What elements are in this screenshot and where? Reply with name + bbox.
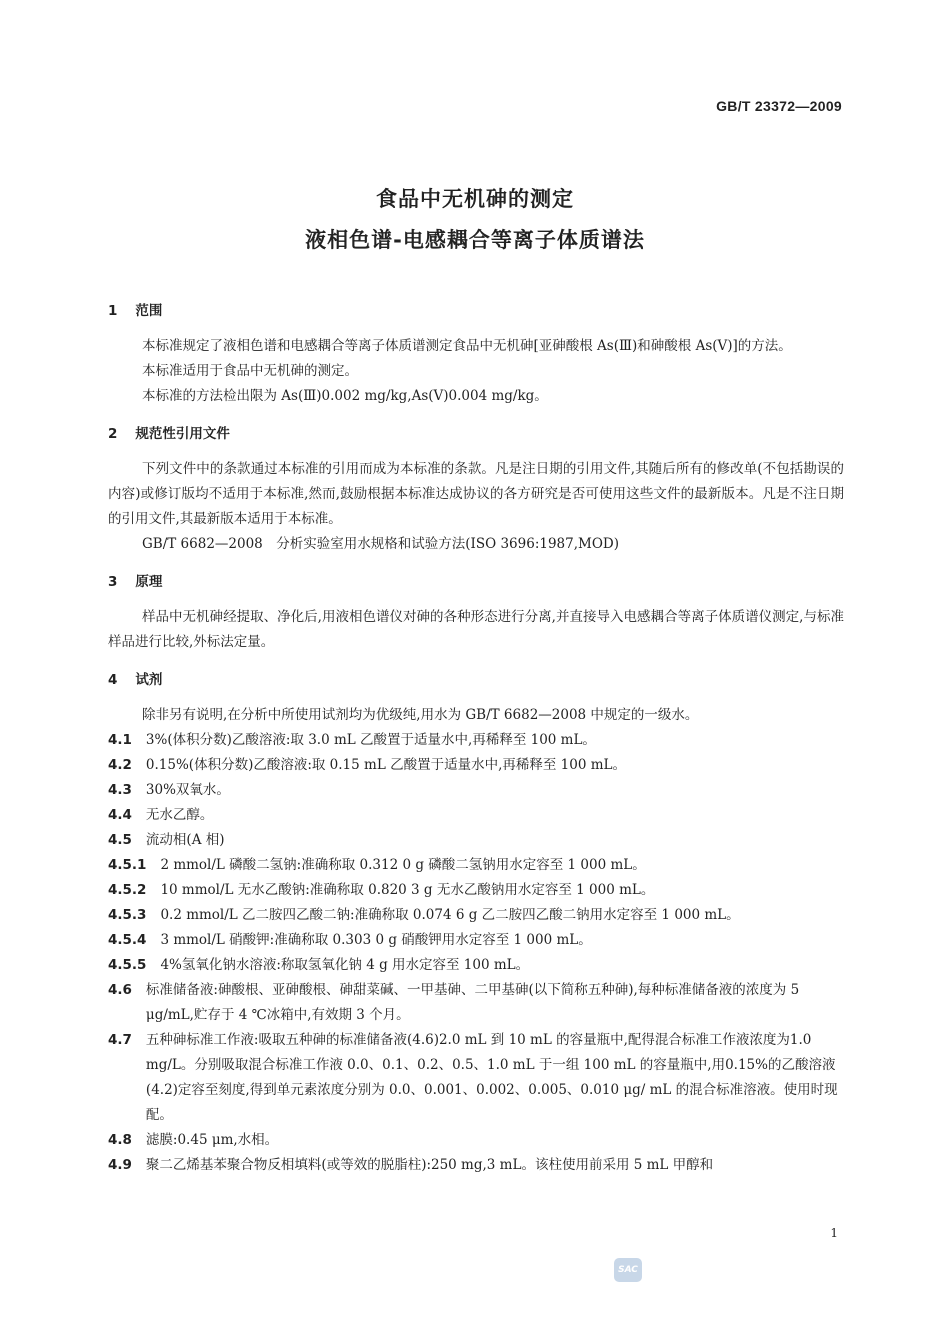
- document-title-line2: 液相色谱-电感耦合等离子体质谱法: [305, 228, 645, 252]
- item-number: 4.5.5: [108, 957, 147, 973]
- item-text: 标准储备液:砷酸根、亚砷酸根、砷甜菜碱、一甲基砷、二甲基砷(以下简称五种砷),每种标准储备液的浓度为 5 μg/mL,贮存于 4 ℃冰箱中,有效期 3 个月。: [145, 982, 800, 1023]
- standard-code: GB/T 23372—2009: [716, 98, 842, 114]
- item-text: 流动相(A 相): [145, 832, 225, 848]
- page-number: 1: [830, 1226, 838, 1240]
- list-item: [108, 853, 844, 878]
- paragraph: 除非另有说明,在分析中所使用试剂均为优级纯,用水为 GB/T 6682—2008 中规定的一级水。: [142, 707, 699, 723]
- reference-entry: GB/T 6682—2008 分析实验室用水规格和试验方法(ISO 3696:1987,MOD): [142, 536, 620, 552]
- item-number: 4.2: [108, 757, 132, 773]
- paragraph: 样品中无机砷经提取、净化后,用液相色谱仪对砷的各种形态进行分离,并直接导入电感耦合等离子体质谱仪测定,与标准样品进行比较,外标法定量。: [108, 609, 844, 650]
- document-title-line1: 食品中无机砷的测定: [376, 187, 574, 211]
- item-text: 五种砷标准工作液:吸取五种砷的标准储备液(4.6)2.0 mL 到 10 mL 的容量瓶中,配得混合标准工作液浓度为1.0 mg/L。分别吸取混合标准工作液 0.0、0.1、0.2、0.5、1.0 mL 于一组 100 mL 的容量瓶中,用0.15%的乙酸溶液(4.2)定容至刻度,得到单元素浓度分别为 0.0、0.001、0.002、0.005、0.010 μg/ mL 的混合标准溶液。使用时现配。: [145, 1032, 838, 1123]
- paragraph: 下列文件中的条款通过本标准的引用而成为本标准的条款。凡是注日期的引用文件,其随后所有的修改单(不包括勘误的内容)或修订版均不适用于本标准,然而,鼓励根据本标准达成协议的各方研究是否可使用这些文件的最新版本。凡是不注日期的引用文件,其最新版本适用于本标准。: [108, 461, 844, 527]
- item-number: 4.5: [108, 832, 132, 848]
- list-item: [108, 828, 844, 853]
- item-text: 3%(体积分数)乙酸溶液:取 3.0 mL 乙酸置于适量水中,再稀释至 100 mL。: [145, 732, 596, 748]
- list-item: [108, 728, 844, 753]
- reagent-list: [108, 728, 844, 1178]
- list-item: [108, 953, 844, 978]
- section-number: 1: [108, 303, 118, 319]
- section-heading-scope: [108, 300, 844, 322]
- section-heading-principle: [108, 571, 844, 593]
- section-title: 试剂: [135, 672, 163, 688]
- list-item: [108, 878, 844, 903]
- item-text: 3 mmol/L 硝酸钾:准确称取 0.303 0 g 硝酸钾用水定容至 1 000 mL。: [160, 932, 592, 948]
- item-number: 4.7: [108, 1032, 132, 1048]
- item-text: 10 mmol/L 无水乙酸钠:准确称取 0.820 3 g 无水乙酸钠用水定容至 1 000 mL。: [160, 882, 655, 898]
- item-number: 4.9: [108, 1157, 132, 1173]
- list-item: [108, 778, 844, 803]
- section-title: 规范性引用文件: [135, 426, 230, 442]
- list-item: [108, 1128, 844, 1153]
- item-text: 0.2 mmol/L 乙二胺四乙酸二钠:准确称取 0.074 6 g 乙二胺四乙酸二钠用水定容至 1 000 mL。: [160, 907, 740, 923]
- item-number: 4.5.3: [108, 907, 147, 923]
- item-number: 4.5.2: [108, 882, 147, 898]
- paragraph: 本标准适用于食品中无机砷的测定。: [142, 363, 358, 379]
- section-number: 4: [108, 672, 118, 688]
- item-text: 4%氢氧化钠水溶液:称取氢氧化钠 4 g 用水定容至 100 mL。: [160, 957, 530, 973]
- section-heading-reagents: [108, 669, 844, 691]
- item-text: 2 mmol/L 磷酸二氢钠:准确称取 0.312 0 g 磷酸二氢钠用水定容至 1 000 mL。: [160, 857, 646, 873]
- item-number: 4.1: [108, 732, 132, 748]
- list-item: [108, 978, 844, 1028]
- item-text: 0.15%(体积分数)乙酸溶液:取 0.15 mL 乙酸置于适量水中,再稀释至 100 mL。: [145, 757, 626, 773]
- item-text: 滤膜:0.45 μm,水相。: [145, 1132, 279, 1148]
- item-number: 4.6: [108, 982, 132, 998]
- section-title: 原理: [135, 574, 163, 590]
- list-item: [108, 1028, 844, 1128]
- list-item: [108, 928, 844, 953]
- item-number: 4.3: [108, 782, 132, 798]
- section-number: 2: [108, 426, 118, 442]
- item-number: 4.5.1: [108, 857, 147, 873]
- list-item: [108, 1153, 844, 1178]
- paragraph: 本标准规定了液相色谱和电感耦合等离子体质谱测定食品中无机砷[亚砷酸根 As(Ⅲ)和砷酸根 As(Ⅴ)]的方法。: [142, 338, 792, 354]
- item-text: 30%双氧水。: [145, 782, 230, 798]
- item-number: 4.4: [108, 807, 132, 823]
- item-text: 无水乙醇。: [145, 807, 214, 823]
- item-text: 聚二乙烯基苯聚合物反相填料(或等效的脱脂柱):250 mg,3 mL。该柱使用前采用 5 mL 甲醇和: [145, 1157, 714, 1173]
- section-number: 3: [108, 574, 118, 590]
- list-item: [108, 803, 844, 828]
- item-number: 4.5.4: [108, 932, 147, 948]
- document-body: [108, 300, 844, 1178]
- sac-logo-icon: SAC: [614, 1258, 642, 1282]
- paragraph: 本标准的方法检出限为 As(Ⅲ)0.002 mg/kg,As(Ⅴ)0.004 mg/kg。: [142, 388, 548, 404]
- section-heading-references: [108, 423, 844, 445]
- section-title: 范围: [135, 303, 163, 319]
- list-item: [108, 753, 844, 778]
- item-number: 4.8: [108, 1132, 132, 1148]
- list-item: [108, 903, 844, 928]
